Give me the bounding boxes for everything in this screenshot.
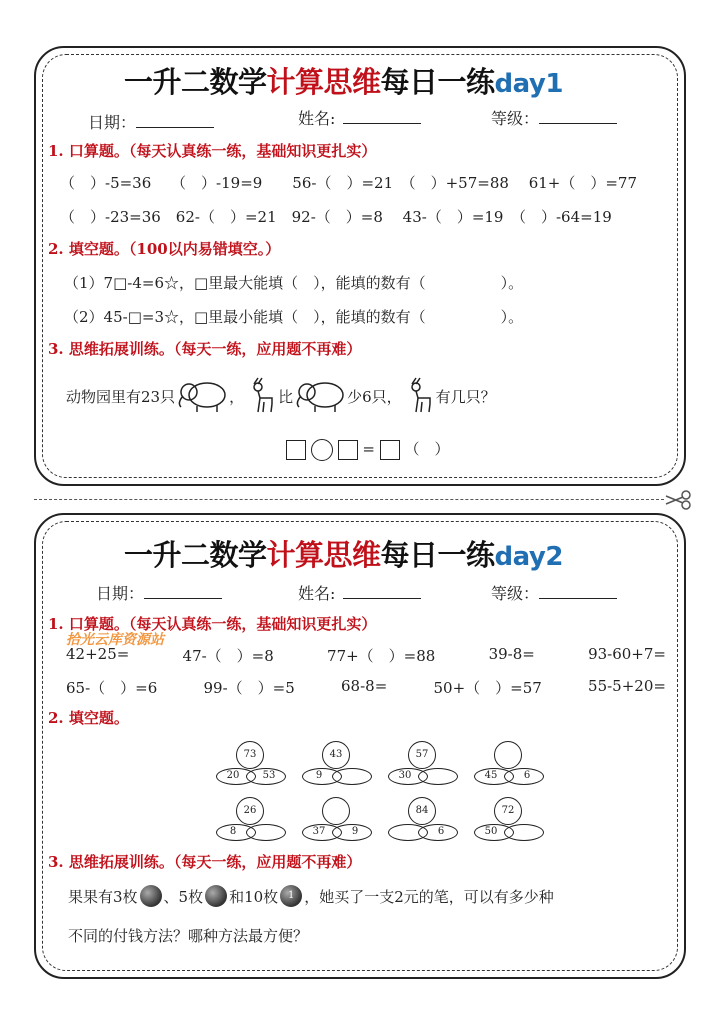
grade-blank[interactable]	[539, 109, 617, 124]
calc-item: 77+（ ）=88	[327, 647, 436, 665]
worksheet-card-day2	[34, 513, 686, 979]
problem-text: 有几只？	[435, 387, 496, 406]
number-bond-diagram	[302, 797, 376, 847]
number-bond-diagram	[474, 741, 548, 791]
bond-whole[interactable]: 43	[322, 741, 350, 769]
bond-part-left[interactable]: 50	[474, 824, 514, 841]
section-heading-1: 1. 口算题。（每天认真练一练，基础知识更扎实）	[48, 142, 377, 160]
calc-row-1: （ ）-5=36 （ ）-19=9 56-（ ）=21 （ ）+57=88 61+（ ）=77	[60, 174, 638, 192]
coin-problem-line2: 不同的付钱方法？哪种方法最方便？	[68, 927, 309, 945]
bond-whole[interactable]: 72	[494, 797, 522, 825]
calc-item: 39-8=	[488, 645, 535, 663]
answer-equation	[286, 438, 450, 461]
bond-whole[interactable]	[322, 797, 350, 825]
fill-blank-1: （1）7□-4=6☆，□里最大能填（ ），能填的数有（ ）。	[64, 274, 524, 292]
name-blank[interactable]	[343, 109, 421, 124]
number-bond-diagram	[474, 797, 548, 847]
word-problem	[66, 376, 496, 416]
section-heading-3: 3. 思维拓展训练。（每天一练，应用题不再难）	[48, 853, 362, 871]
calc-item: 68-8=	[341, 677, 388, 695]
bond-part-right[interactable]	[246, 824, 286, 841]
bond-part-right[interactable]	[504, 824, 544, 841]
equals-sign: =	[362, 440, 375, 458]
section-heading-2: 2. 填空题。（100以内易错填空。）	[48, 240, 281, 258]
section-heading-3: 3. 思维拓展训练。（每天一练，应用题不再难）	[48, 340, 362, 358]
bond-whole[interactable]: 26	[236, 797, 264, 825]
date-field[interactable]	[88, 110, 214, 133]
calc-item: 99-（ ）=5	[203, 679, 295, 697]
section-heading-1: 1. 口算题。（每天认真练一练，基础知识更扎实）	[48, 615, 377, 633]
coin-problem-line1	[68, 885, 554, 907]
bond-part-right[interactable]: 9	[332, 824, 372, 841]
cut-line	[34, 499, 664, 500]
problem-text: ，	[229, 387, 245, 406]
title-highlight: 计算思维	[266, 65, 381, 99]
bond-part-left[interactable]: 37	[302, 824, 342, 841]
title-highlight: 计算思维	[266, 538, 381, 572]
coin-icon: 1	[280, 885, 302, 907]
deer-icon	[244, 376, 278, 416]
calc-item: 47-（ ）=8	[182, 647, 274, 665]
bond-part-left[interactable]: 8	[216, 824, 256, 841]
unit-blank[interactable]: （ ）	[404, 440, 450, 458]
bond-part-right[interactable]: 6	[504, 768, 544, 785]
problem-text: 动物园里有23只	[66, 387, 176, 406]
problem-text: 少6只，	[347, 387, 402, 406]
calc-item: 65-（ ）=6	[66, 679, 158, 697]
coin-icon	[205, 885, 227, 907]
answer-box[interactable]	[338, 440, 358, 460]
calc-item: 42+25=	[66, 645, 130, 663]
watermark: 拾光云库资源站	[66, 632, 164, 648]
bond-whole[interactable]: 84	[408, 797, 436, 825]
bond-part-right[interactable]	[332, 768, 372, 785]
problem-text: 比	[278, 387, 294, 406]
grade-blank[interactable]	[539, 584, 617, 599]
problem-text: 果果有3枚	[68, 887, 138, 906]
bond-part-right[interactable]: 53	[246, 768, 286, 785]
problem-text: ，她买了一支2元的笔，可以有多少种	[304, 887, 554, 906]
title-part: 每日一练	[380, 65, 495, 99]
calc-row-2	[66, 677, 666, 698]
title-part: 一升二数学	[124, 538, 267, 572]
calc-item: 50+（ ）=57	[433, 679, 542, 697]
problem-text: 和10枚	[229, 887, 279, 906]
bond-whole[interactable]: 57	[408, 741, 436, 769]
title-part: 每日一练	[380, 538, 495, 572]
number-bond-diagram	[216, 741, 290, 791]
elephant-icon	[293, 379, 347, 413]
date-label: 日期：	[88, 113, 137, 132]
operator-circle[interactable]	[311, 439, 333, 461]
grade-label: 等级：	[491, 109, 540, 128]
title-day: day1	[494, 69, 563, 99]
section-heading-2: 2. 填空题。	[48, 709, 129, 727]
calc-item: 93-60+7=	[588, 645, 666, 663]
number-bond-diagram	[216, 797, 290, 847]
number-bond-diagram	[302, 741, 376, 791]
answer-box[interactable]	[286, 440, 306, 460]
bond-whole[interactable]	[494, 741, 522, 769]
date-blank[interactable]	[136, 113, 214, 128]
bond-part-left[interactable]: 30	[388, 768, 428, 785]
title-part: 一升二数学	[124, 65, 267, 99]
grade-field[interactable]	[491, 106, 617, 129]
page-title	[124, 60, 563, 101]
name-label: 姓名:	[298, 584, 336, 603]
name-field[interactable]	[298, 106, 421, 129]
page-title	[124, 533, 563, 574]
bond-part-right[interactable]	[418, 768, 458, 785]
grade-field[interactable]	[491, 581, 617, 604]
bond-part-left[interactable]: 20	[216, 768, 256, 785]
grade-label: 等级：	[491, 584, 540, 603]
date-label: 日期：	[96, 584, 145, 603]
calc-item: 55-5+20=	[588, 677, 666, 695]
bond-part-left[interactable]: 45	[474, 768, 514, 785]
number-bond-diagram	[388, 741, 462, 791]
title-day: day2	[494, 542, 563, 572]
elephant-icon	[175, 379, 229, 413]
answer-box[interactable]	[380, 440, 400, 460]
date-blank[interactable]	[144, 584, 222, 599]
scissors-icon	[664, 490, 694, 510]
fill-blank-2: （2）45-□=3☆，□里最小能填（ ），能填的数有（ ）。	[64, 308, 524, 326]
deer-icon	[402, 376, 436, 416]
name-blank[interactable]	[343, 584, 421, 599]
bond-part-left[interactable]: 9	[302, 768, 342, 785]
bond-part-right[interactable]: 6	[418, 824, 458, 841]
date-field[interactable]	[96, 581, 222, 604]
worksheet-card-day1	[34, 46, 686, 486]
name-field[interactable]	[298, 581, 421, 604]
problem-text: 、5枚	[163, 887, 204, 906]
calc-row-2: （ ）-23=36 62-（ ）=21 92-（ ）=8 43-（ ）=19 （ ）-64=19	[60, 208, 612, 226]
number-bond-diagram	[388, 797, 462, 847]
coin-icon	[140, 885, 162, 907]
calc-row-1	[66, 645, 666, 666]
name-label: 姓名:	[298, 109, 336, 128]
bond-whole[interactable]: 73	[236, 741, 264, 769]
